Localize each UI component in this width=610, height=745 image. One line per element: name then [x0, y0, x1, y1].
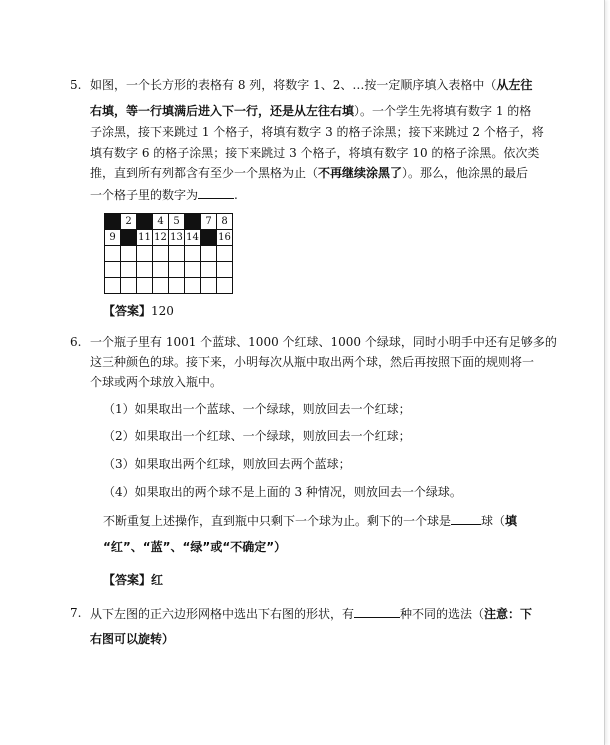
grid-cell	[137, 278, 153, 294]
grid-cell	[201, 246, 217, 262]
grid-cell	[105, 246, 121, 262]
q6-answer: 【答案】红	[103, 573, 164, 587]
q6-condition-4: （4）如果取出的两个球不是上面的 3 种情况，则放回去一个绿球。	[103, 485, 462, 499]
answer-blank	[354, 605, 400, 618]
grid-cell	[105, 262, 121, 278]
q6-condition-1: （1）如果取出一个蓝球、一个绿球，则放回去一个红球；	[103, 402, 411, 416]
number-grid-table	[104, 213, 233, 294]
q6-condition-2: （2）如果取出一个红球、一个绿球，则放回去一个红球；	[103, 429, 411, 443]
grid-cell	[169, 262, 185, 278]
q6-final-line-2: “红”、“蓝”、“绿”或“不确定”）	[103, 540, 287, 554]
grid-row	[105, 262, 233, 278]
grid-cell: 16	[217, 230, 233, 246]
question-6-number: 6.	[70, 335, 82, 349]
grid-cell	[121, 246, 137, 262]
grid-row	[105, 230, 233, 246]
q6-condition-3: （3）如果取出两个红球，则放回去两个蓝球；	[103, 457, 351, 471]
grid-cell	[185, 262, 201, 278]
grid-cell	[185, 214, 201, 230]
grid-cell	[169, 278, 185, 294]
grid-cell: 5	[169, 214, 185, 230]
grid-cell: 13	[169, 230, 185, 246]
q6-line-2: 这三种颜色的球。接下来，小明每次从瓶中取出两个球，然后再按照下面的规则将一	[90, 355, 535, 369]
grid-cell: 12	[153, 230, 169, 246]
grid-cell	[121, 278, 137, 294]
grid-cell	[185, 246, 201, 262]
q6-line-3: 个球或两个球放入瓶中。	[90, 375, 223, 389]
grid-cell	[169, 246, 185, 262]
q5-line-4: 填有数字 6 的格子涂黑；接下来跳过 3 个格子，将填有数字 10 的格子涂黑。依次类	[90, 146, 540, 160]
grid-cell	[153, 278, 169, 294]
q6-final-line: 不断重复上述操作，直到瓶中只剩下一个球为止。剩下的一个球是 球（填	[103, 514, 518, 528]
grid-cell	[185, 278, 201, 294]
grid-cell	[137, 246, 153, 262]
question-5-number: 5.	[70, 78, 82, 92]
grid-row	[105, 214, 233, 230]
grid-cell	[153, 262, 169, 278]
grid-cell	[105, 214, 121, 230]
grid-cell	[217, 278, 233, 294]
q5-line-1: 如图，一个长方形的表格有 8 列，将数字 1、2、…按一定顺序填入表格中（从左往	[90, 78, 533, 92]
answer-blank	[451, 512, 481, 525]
grid-cell: 11	[137, 230, 153, 246]
grid-cell	[201, 278, 217, 294]
q7-line-1: 从下左图的正六边形网格中选出下右图的形状，有 种不同的选法（注意：下	[90, 607, 533, 621]
grid-cell	[217, 246, 233, 262]
q5-line-2: 右填，等一行填满后进入下一行，还是从左往右填）。一个学生先将填有数字 1 的格	[90, 104, 532, 118]
grid-cell	[137, 214, 153, 230]
grid-cell: 4	[153, 214, 169, 230]
q5-answer: 【答案】120	[103, 304, 174, 318]
grid-cell	[217, 262, 233, 278]
q5-line-6: 一个格子里的数字为 .	[90, 188, 238, 202]
q6-line-1: 一个瓶子里有 1001 个蓝球、1000 个红球、1000 个绿球，同时小明手中还有足够多的	[90, 335, 557, 349]
grid-cell: 7	[201, 214, 217, 230]
grid-cell: 2	[121, 214, 137, 230]
question-7-number: 7.	[70, 606, 82, 620]
grid-cell	[137, 262, 153, 278]
grid-cell	[121, 230, 137, 246]
q5-line-5: 推，直到所有列都含有至少一个黑格为止（不再继续涂黑了）。那么，他涂黑的最后	[90, 166, 529, 180]
grid-cell	[201, 262, 217, 278]
grid-row	[105, 278, 233, 294]
grid-row	[105, 246, 233, 262]
grid-cell: 14	[185, 230, 201, 246]
grid-cell	[153, 246, 169, 262]
grid-cell: 9	[105, 230, 121, 246]
answer-blank	[198, 186, 234, 199]
grid-cell	[121, 262, 137, 278]
grid-cell	[105, 278, 121, 294]
q5-line-3: 子涂黑，接下来跳过 1 个格子，将填有数字 3 的格子涂黑；接下来跳过 2 个格子，将	[90, 125, 544, 139]
q7-line-2: 右图可以旋转）	[90, 632, 175, 646]
grid-cell	[201, 230, 217, 246]
grid-cell: 8	[217, 214, 233, 230]
